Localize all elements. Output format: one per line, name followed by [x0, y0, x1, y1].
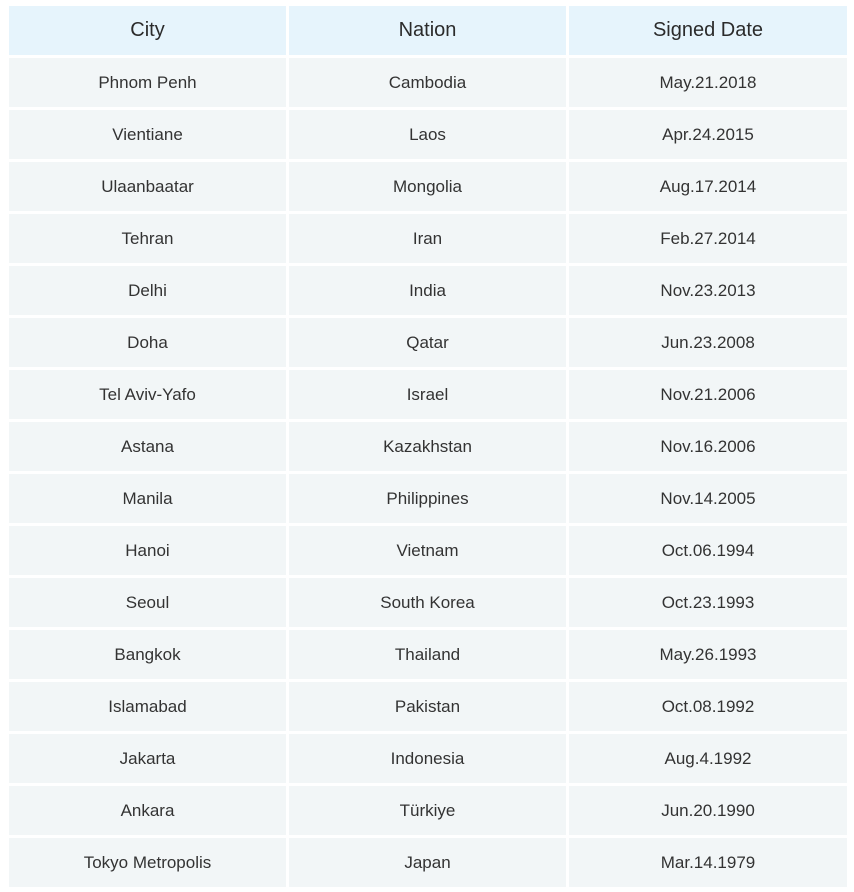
cell-signed-date: Mar.14.1979 — [569, 838, 847, 887]
table-row — [9, 318, 847, 367]
cell-city: Seoul — [9, 578, 286, 627]
cell-signed-date: May.21.2018 — [569, 58, 847, 107]
table-row — [9, 578, 847, 627]
table-row — [9, 526, 847, 575]
cell-city: Phnom Penh — [9, 58, 286, 107]
header-row — [9, 6, 847, 55]
cell-signed-date: Oct.08.1992 — [569, 682, 847, 731]
cell-city: Manila — [9, 474, 286, 523]
cell-city: Bangkok — [9, 630, 286, 679]
cell-signed-date: Jun.20.1990 — [569, 786, 847, 835]
cell-signed-date: Oct.06.1994 — [569, 526, 847, 575]
cell-signed-date: Nov.21.2006 — [569, 370, 847, 419]
cell-nation: Laos — [289, 110, 566, 159]
sister-cities-table-container — [6, 3, 850, 890]
cell-signed-date: Apr.24.2015 — [569, 110, 847, 159]
cell-nation: Iran — [289, 214, 566, 263]
cell-city: Delhi — [9, 266, 286, 315]
cell-nation: Indonesia — [289, 734, 566, 783]
cell-city: Tel Aviv-Yafo — [9, 370, 286, 419]
table-row — [9, 110, 847, 159]
cell-city: Hanoi — [9, 526, 286, 575]
table-row — [9, 630, 847, 679]
table-row — [9, 214, 847, 263]
table-row — [9, 422, 847, 471]
cell-city: Tokyo Metropolis — [9, 838, 286, 887]
cell-nation: Mongolia — [289, 162, 566, 211]
cell-city: Ankara — [9, 786, 286, 835]
cell-signed-date: Aug.4.1992 — [569, 734, 847, 783]
sister-cities-table — [6, 3, 850, 890]
header-signed-date: Signed Date — [569, 6, 847, 55]
cell-city: Vientiane — [9, 110, 286, 159]
cell-nation: Thailand — [289, 630, 566, 679]
cell-nation: Qatar — [289, 318, 566, 367]
table-row — [9, 370, 847, 419]
cell-nation: Cambodia — [289, 58, 566, 107]
cell-nation: Philippines — [289, 474, 566, 523]
cell-nation: South Korea — [289, 578, 566, 627]
cell-nation: Kazakhstan — [289, 422, 566, 471]
cell-city: Tehran — [9, 214, 286, 263]
table-row — [9, 838, 847, 887]
header-nation: Nation — [289, 6, 566, 55]
header-city: City — [9, 6, 286, 55]
cell-signed-date: Oct.23.1993 — [569, 578, 847, 627]
table-header — [9, 6, 847, 55]
cell-nation: Vietnam — [289, 526, 566, 575]
table-row — [9, 162, 847, 211]
cell-signed-date: Aug.17.2014 — [569, 162, 847, 211]
cell-nation: Pakistan — [289, 682, 566, 731]
cell-city: Jakarta — [9, 734, 286, 783]
cell-signed-date: Jun.23.2008 — [569, 318, 847, 367]
cell-city: Islamabad — [9, 682, 286, 731]
cell-nation: Japan — [289, 838, 566, 887]
table-row — [9, 786, 847, 835]
table-row — [9, 682, 847, 731]
table-body — [9, 58, 847, 887]
cell-city: Doha — [9, 318, 286, 367]
cell-city: Astana — [9, 422, 286, 471]
table-row — [9, 58, 847, 107]
cell-signed-date: Nov.14.2005 — [569, 474, 847, 523]
cell-nation: India — [289, 266, 566, 315]
table-row — [9, 734, 847, 783]
cell-signed-date: Feb.27.2014 — [569, 214, 847, 263]
cell-nation: Türkiye — [289, 786, 566, 835]
table-row — [9, 474, 847, 523]
cell-nation: Israel — [289, 370, 566, 419]
cell-signed-date: Nov.23.2013 — [569, 266, 847, 315]
cell-signed-date: Nov.16.2006 — [569, 422, 847, 471]
cell-signed-date: May.26.1993 — [569, 630, 847, 679]
table-row — [9, 266, 847, 315]
cell-city: Ulaanbaatar — [9, 162, 286, 211]
